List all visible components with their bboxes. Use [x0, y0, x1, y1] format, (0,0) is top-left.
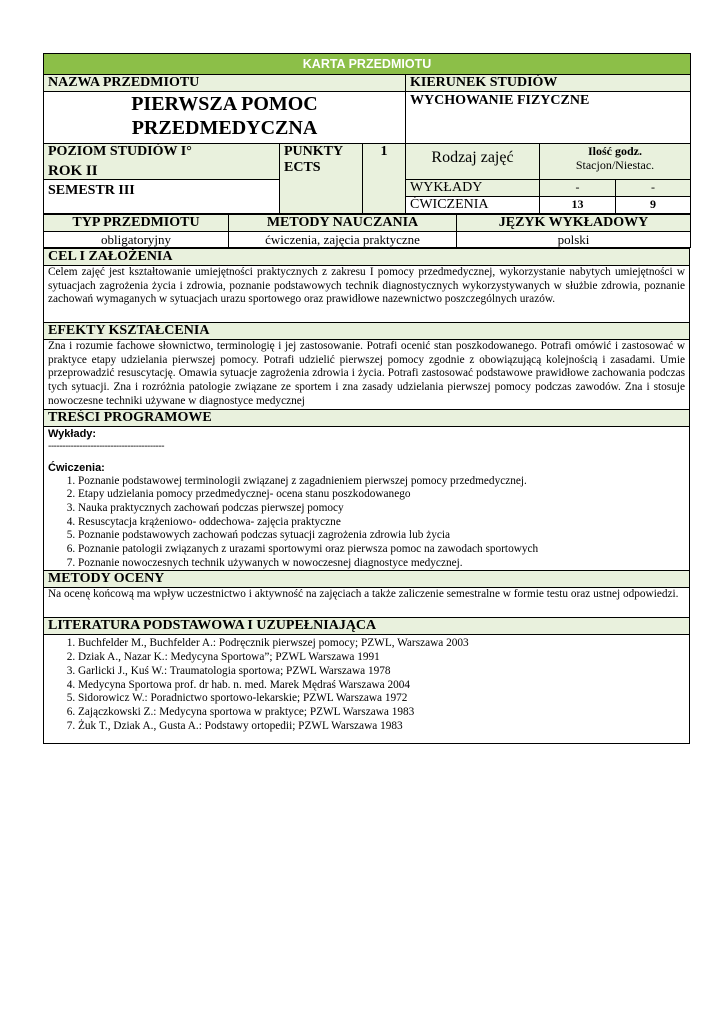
list-item: 3. Garlicki J., Kuś W.: Traumatologia sportowa; PZWL Warszawa 1978 [78, 665, 685, 679]
list-item: 1. Poznanie podstawowej terminologii związanej z zagadnieniem pierwszej pomocy przedmedycznej. [78, 475, 685, 489]
lectures-hours-stationary: - [540, 180, 616, 197]
list-item: 4. Medycyna Sportowa prof. dr hab. n. med. Marek Mędraś Warszawa 2004 [78, 679, 685, 693]
field-of-study-label: KIERUNEK STUDIÓW [406, 75, 691, 92]
list-item: 7. Żuk T., Dziak A., Gusta A.: Podstawy ortopedii; PZWL Warszawa 1983 [78, 720, 685, 734]
year-semester [44, 163, 280, 214]
list-item: 3. Nauka praktycznych zachowań podczas pierwszej pomocy [78, 502, 685, 516]
exercises-hours-stationary: 13 [540, 197, 616, 214]
exercises-label: ĆWICZENIA [406, 197, 540, 214]
goals-text: Celem zajęć jest kształtowanie umiejętności praktycznych z zakresu I pomocy przedmedycznej, wykorzystanie nabytych umiejętności w sytuacjach zagrożenia życia i zdrowia, poznanie podstawowych technik diagnostycznych wykorzystywanych w służbie zdrowia, poznanie zachowań wymaganych w sytuacjach urazu sportowego oraz prawidłowe nazewnictwo poszczególnych urazów. [44, 266, 690, 323]
exercises-hours-extramural: 9 [616, 197, 691, 214]
year-value: ROK II [48, 163, 98, 179]
class-type-label: Rodzaj zajęć [406, 144, 540, 180]
list-item: 6. Poznanie patologii związanych z urazami sportowymi oraz pierwsza pomoc na zawodach sportowych [78, 543, 685, 557]
semester-value: SEMESTR III [48, 183, 135, 198]
hours-header [540, 144, 691, 180]
outcomes-heading: EFEKTY KSZTAŁCENIA [44, 323, 690, 340]
course-info-table [43, 53, 691, 214]
course-content-table [43, 248, 690, 744]
hours-label: Ilość godz. [588, 144, 642, 158]
hours-sublabel: Stacjon/Niestac. [575, 158, 655, 172]
outcomes-text: Zna i rozumie fachowe słownictwo, terminologię i jej zastosowanie. Potrafi ocenić stan poszkodowanego. Potrafi omówić i zastosować w praktyce etapy udzielania pierwszej pomocy. Potrafi udzielić pierwszej pomocy zgodnie z obowiązującą kolejnością i zasadami. Umie przeprowadzić resuscytację. Omawia sytuacje zagrożenia zdrowia i życia. Potrafi zastosować podstawowe prawidłowe zachowania podczas tych sytuacji. Zna i rozróżnia patologie związane ze sportem i zna zasady udzielania pierwszej pomocy podczas zawodów. Zna i stosuje nowoczesne techniki używane w diagnostyce medycznej [44, 340, 690, 410]
lectures-hours-extramural: - [616, 180, 691, 197]
program-exercises-list [48, 475, 685, 571]
literature-list [48, 637, 685, 733]
course-type-value: obligatoryjny [44, 232, 229, 248]
literature-content [44, 635, 690, 744]
program-lectures-empty: ----------------------------------------- [48, 440, 165, 452]
list-item: 5. Poznanie podstawowych zachowań podczas sytuacji zagrożenia zdrowia lub życia [78, 529, 685, 543]
list-item: 6. Zajączkowski Z.: Medycyna sportowa w praktyce; PZWL Warszawa 1983 [78, 706, 685, 720]
subject-name-value: PIERWSZA POMOC PRZEDMEDYCZNA [44, 92, 406, 144]
list-item: 4. Resuscytacja krążeniowo- oddechowa- zajęcia praktyczne [78, 516, 685, 530]
list-item: 7. Poznanie nowoczesnych technik używanych w nowoczesnej diagnostyce medycznej. [78, 557, 685, 571]
field-of-study-value: WYCHOWANIE FIZYCZNE [406, 92, 691, 144]
course-card [43, 53, 690, 744]
program-exercises-label: Ćwiczenia: [48, 461, 105, 474]
list-item: 2. Etapy udzielania pomocy przedmedycznej- ocena stanu poszkodowanego [78, 488, 685, 502]
list-item: 5. Sidorowicz W.: Poradnictwo sportowo-lekarskie; PZWL Warszawa 1972 [78, 692, 685, 706]
program-lectures-label: Wykłady: [48, 427, 97, 440]
card-title: KARTA PRZEDMIOTU [44, 54, 691, 75]
teaching-methods-value: ćwiczenia, zajęcia praktyczne [229, 232, 457, 248]
course-type-label: TYP PRZEDMIOTU [44, 215, 229, 232]
lectures-label: WYKŁADY [406, 180, 540, 197]
ects-value: 1 [363, 144, 406, 214]
literature-heading: LITERATURA PODSTAWOWA I UZUPEŁNIAJĄCA [44, 618, 690, 635]
goals-heading: CEL I ZAŁOŻENIA [44, 249, 690, 266]
teaching-methods-label: METODY NAUCZANIA [229, 215, 457, 232]
course-type-table [43, 214, 691, 248]
program-heading: TREŚCI PROGRAMOWE [44, 409, 690, 426]
list-item: 1. Buchfelder M., Buchfelder A.: Podręcznik pierwszej pomocy; PZWL, Warszawa 2003 [78, 637, 685, 651]
list-item: 2. Dziak A., Nazar K.: Medycyna Sportowa”; PZWL Warszawa 1991 [78, 651, 685, 665]
assessment-heading: METODY OCENY [44, 571, 690, 588]
study-level-label: POZIOM STUDIÓW I° [44, 144, 280, 180]
language-value: polski [457, 232, 691, 248]
assessment-text: Na ocenę końcową ma wpływ uczestnictwo i aktywność na zajęciach a także zaliczenie semestralne w formie testu oraz ustnej odpowiedzi. [44, 588, 690, 618]
subject-name-label: NAZWA PRZEDMIOTU [44, 75, 406, 92]
ects-label: PUNKTY ECTS [280, 144, 363, 214]
program-content [44, 426, 690, 571]
language-label: JĘZYK WYKŁADOWY [457, 215, 691, 232]
